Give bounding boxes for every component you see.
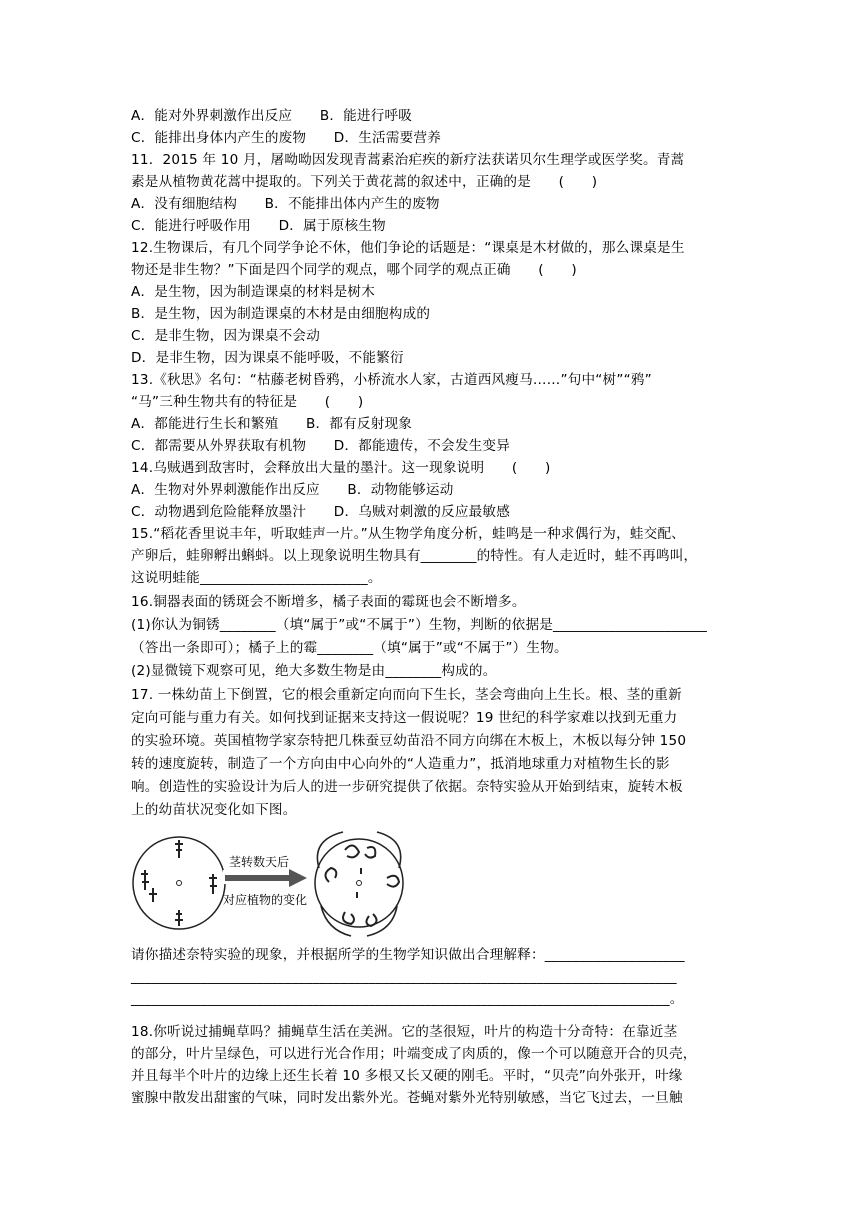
q14-options-cd: C．动物遇到危险能释放墨汁 D．乌贼对刺激的反应最敏感 [131, 504, 510, 520]
q16-part1-line2: （答出一条即可）；橘子上的霉________（填“属于”或“不属于”）生物。 [131, 640, 568, 656]
q12-option-a: A．是生物，因为制造课桌的材料是树木 [131, 284, 375, 300]
q12-option-c: C．是非生物，因为课桌不会动 [131, 328, 321, 344]
q11-stem-line1: 11．2015 年 10 月，屠呦呦因发现青蒿素治疟疾的新疗法获诺贝尔生理学或医学奖。青蒿 [131, 152, 685, 168]
arrow-label-top: 茎转数天后 [229, 855, 290, 869]
q18-line4: 蜜腺中散发出甜蜜的气味，同时发出紫外光。苍蝇对紫外光特别敏感，当它飞过去，一旦触 [131, 1090, 683, 1106]
q17-answer-line2: ______________________________________________________________________________ [131, 969, 677, 985]
q11-options-cd: C．能进行呼吸作用 D．属于原核生物 [131, 218, 386, 234]
q13-options-ab: A．都能进行生长和繁殖 B．都有反射现象 [131, 416, 413, 432]
arrow-label-bottom: 对应植物的变化 [223, 893, 308, 907]
q17-line5: 响。创造性的实验设计为后人的进一步研究提供了依据。奈特实验从开始到结束，旋转木板 [131, 779, 683, 795]
knight-experiment-figure [131, 828, 491, 938]
q17-line3: 的实验环境。英国植物学家奈特把几株蚕豆幼苗沿不同方向绑在木板上，木板以每分钟 150 [131, 733, 687, 749]
q12-option-b: B．是生物，因为制造课桌的木材是由细胞构成的 [131, 306, 431, 322]
seedlings-before [141, 840, 217, 926]
q17-line1: 17. 一株幼苗上下倒置，它的根会重新定向而向下生长，茎会弯曲向上生长。根、茎的重新 [131, 687, 682, 703]
q18-line2: 的部分，叶片呈绿色，可以进行光合作用；叶端变成了肉质的，像一个可以随意开合的贝壳， [131, 1046, 697, 1062]
q17-answer-line3: _____________________________________________________________________________。 [131, 991, 684, 1007]
q18-line3: 并且每半个叶片的边缘上还生长着 10 多根又长又硬的刚毛。平时，“贝壳”向外张开，叶缘 [131, 1068, 683, 1084]
q12-stem-line2: 物还是非生物？”下面是四个同学的观点，哪个同学的观点正确 ( ) [131, 262, 577, 278]
q12-option-d: D．是非生物，因为课桌不能呼吸，不能繁衍 [131, 350, 404, 366]
q11-stem-line2: 素是从植物黄花蒿中提取的。下列关于黄花蒿的叙述中，正确的是 ( ) [131, 174, 598, 190]
q11-options-ab: A．没有细胞结构 B．不能排出体内产生的废物 [131, 196, 440, 212]
board-after-center [357, 881, 362, 886]
q17-answer-prompt: 请你描述奈特实验的现象，并根据所学的生物学知识做出合理解释：____________________ [131, 947, 685, 963]
q18-line1: 18.你听说过捕蝇草吗？捕蝇草生活在美洲。它的茎很短，叶片的构造十分奇特：在靠近茎 [131, 1024, 678, 1040]
q16-part1-line1: (1)你认为铜锈________（填“属于”或“不属于”）生物，判断的依据是______________________ [131, 617, 707, 633]
q17-line4: 转的速度旋转，制造了一个方向由中心向外的“人造重力”，抵消地球重力对植物生长的影 [131, 756, 670, 772]
q16-stem: 16.铜器表面的锈斑会不断增多，橘子表面的霉斑也会不断增多。 [131, 594, 526, 610]
q14-stem: 14.乌贼遇到敌害时，会释放出大量的墨汁。这一现象说明 ( ) [131, 460, 551, 476]
seedlings-after [325, 845, 399, 926]
q14-options-ab: A．生物对外界刺激能作出反应 B．动物能够运动 [131, 482, 454, 498]
q15-line3: 这说明蛙能________________________。 [131, 570, 382, 586]
board-before-center [177, 881, 182, 886]
q17-line2: 定向可能与重力有关。如何找到证据来支持这一假说呢？19 世纪的科学家难以找到无重力 [131, 710, 678, 726]
q10-options-cd: C．能排出身体内产生的废物 D．生活需要营养 [131, 130, 442, 146]
q13-stem-line1: 13.《秋思》名句：“枯藤老树昏鸦，小桥流水人家，古道西风瘦马……”句中“树”“鸦” [131, 372, 652, 388]
q13-stem-line2: “马”三种生物共有的特征是 ( ) [131, 394, 364, 410]
q12-stem-line1: 12.生物课后，有几个同学争论不休，他们争论的话题是：“课桌是木材做的，那么课桌是生 [131, 240, 685, 256]
q16-part2: (2)显微镜下观察可见，绝大多数生物是由________构成的。 [131, 663, 497, 679]
q17-line6: 上的幼苗状况变化如下图。 [131, 802, 297, 818]
q15-line1: 15.“稻花香里说丰年，听取蛙声一片。”从生物学角度分析，蛙鸣是一种求偶行为，蛙交配、 [131, 526, 686, 542]
q13-options-cd: C．都需要从外界获取有机物 D．都能遗传，不会发生变异 [131, 438, 510, 454]
q10-options-ab: A．能对外界刺激作出反应 B．能进行呼吸 [131, 108, 413, 124]
q15-line2: 产卵后，蛙卵孵出蝌蚪。以上现象说明生物具有________的特性。有人走近时，蛙不再鸣叫， [131, 548, 698, 564]
